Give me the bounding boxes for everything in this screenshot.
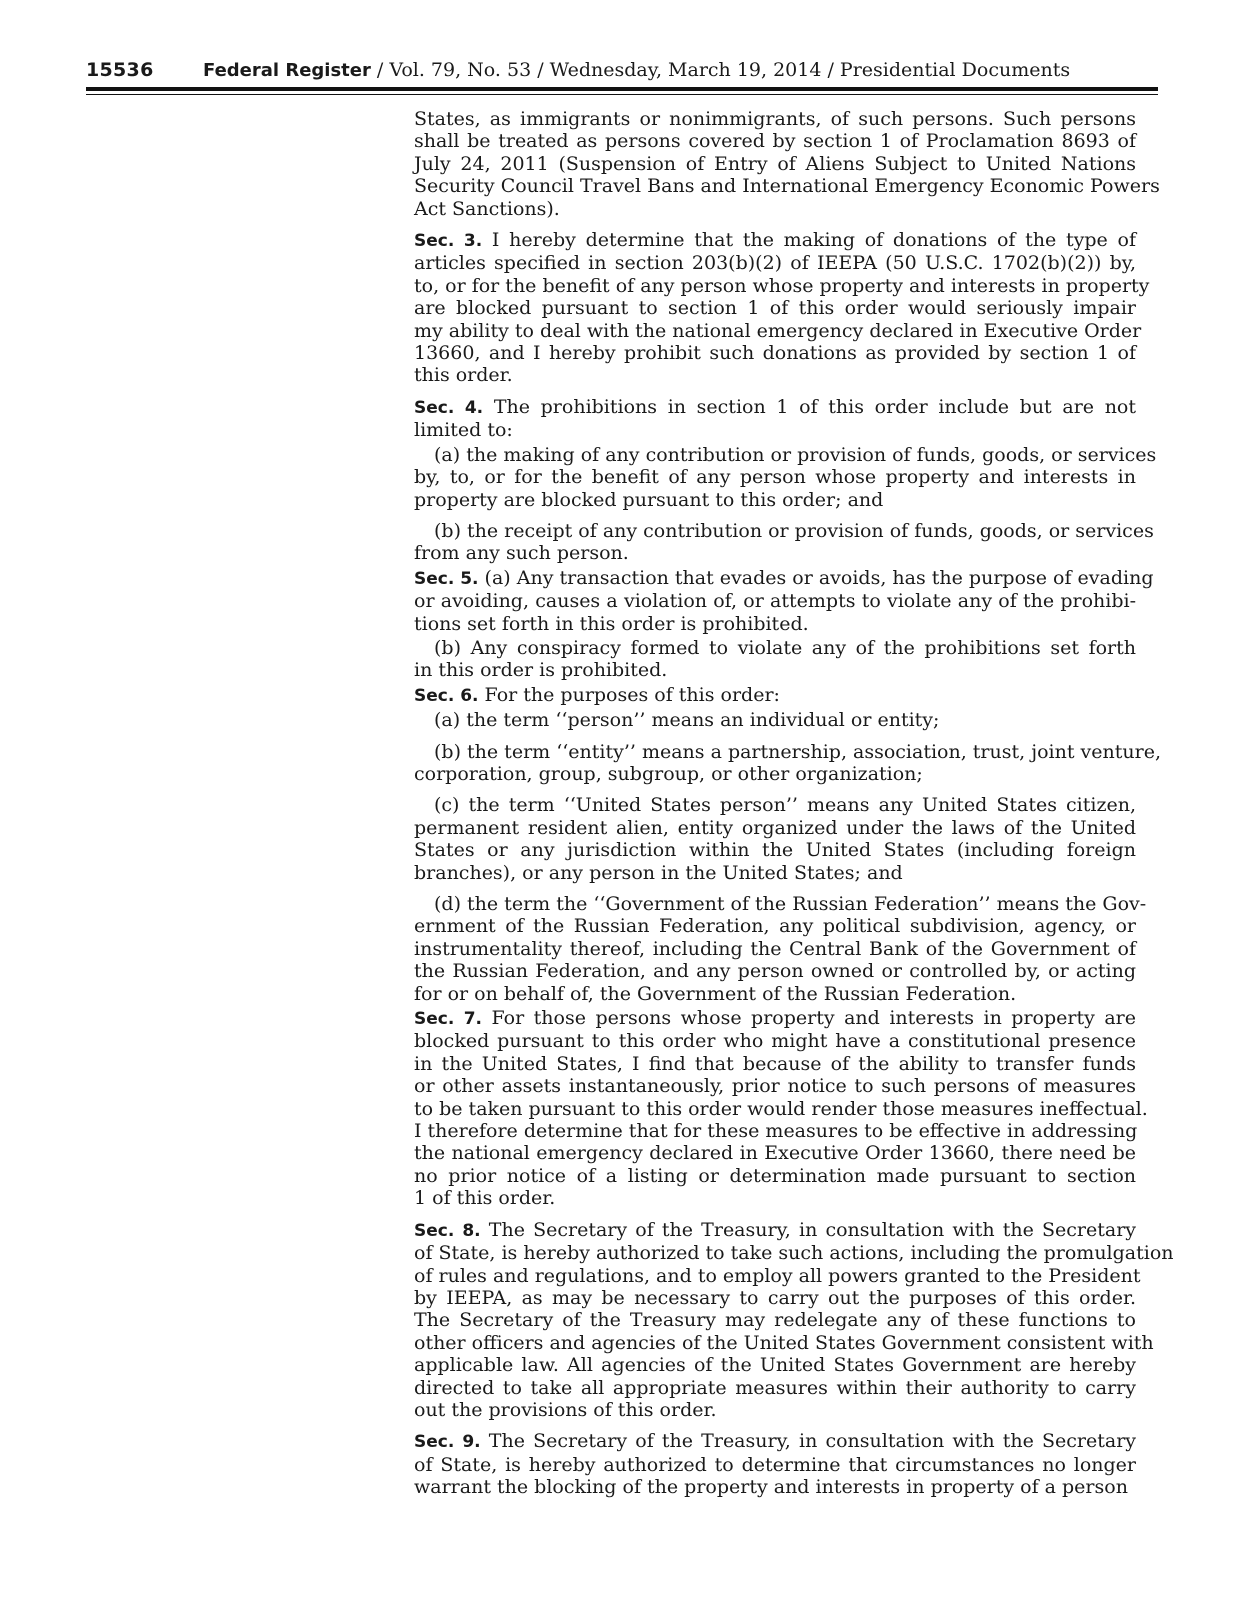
body-column: [414, 108, 1174, 1499]
section-label: Sec. 5.: [414, 568, 479, 589]
text-line: articles specified in section 203(b)(2) of IEEPA (50 U.S.C. 1702(b)(2)) by,: [414, 252, 1136, 275]
text-line: States, as immigrants or nonimmigrants, of such persons. Such persons: [414, 108, 1136, 130]
paragraph-p7: [414, 637, 1136, 682]
paragraph-gap: [414, 1210, 1136, 1219]
paragraph-p12: [414, 893, 1147, 1005]
header-rule-thin: [86, 94, 1158, 95]
section-label: Sec. 3.: [414, 231, 483, 252]
paragraph-p9: [414, 709, 1136, 731]
text-line: the Russian Federation, and any person owned or controlled by, or acting: [414, 960, 1136, 983]
running-header: [86, 56, 1158, 84]
text-line: of rules and regulations, and to employ all powers granted to the President: [414, 1264, 1141, 1287]
text-line: [414, 1430, 1136, 1453]
section-text: For those persons whose property and interests in property are: [481, 1007, 1137, 1030]
text-line: branches), or any person in the United States; and: [414, 861, 903, 884]
text-line: in this order is prohibited.: [414, 659, 668, 682]
section-label: Sec. 9.: [414, 1432, 481, 1453]
paragraph-p5: [414, 519, 1154, 565]
section-label: Sec. 7.: [414, 1009, 482, 1030]
section-text: The prohibitions in section 1 of this order include but are not: [483, 395, 1136, 418]
text-line: [414, 1219, 1136, 1242]
text-line: to, or for the benefit of any person whose property and interests in property: [414, 274, 1150, 297]
text-line: for or on behalf of, the Government of the Russian Federation.: [414, 982, 1017, 1005]
text-line: this order.: [414, 364, 513, 387]
paragraph-p3: [414, 396, 1136, 442]
text-line: corporation, group, subgroup, or other organization;: [414, 762, 923, 785]
paragraph-p1: [414, 108, 1160, 220]
section-text: The Secretary of the Treasury, in consultation with the Secretary: [480, 1218, 1137, 1241]
text-line: [414, 1007, 1136, 1030]
section-text: I hereby determine that the making of donations of the type of: [482, 229, 1136, 252]
issue-line: / Vol. 79, No. 53 / Wednesday, March 19, 2014 / Presidential Documents: [370, 59, 1071, 81]
text-line: (b) Any conspiracy formed to violate any of the prohibitions set forth: [434, 636, 1136, 659]
paragraph-p11: [414, 794, 1136, 884]
paragraph-p6: [414, 566, 1154, 635]
text-line: the national emergency declared in Executive Order 13660, there need be: [414, 1142, 1136, 1165]
text-line: or avoiding, causes a violation of, or attempts to violate any of the prohibi-: [414, 590, 1136, 613]
text-line: instrumentality thereof, including the Central Bank of the Government of: [414, 937, 1136, 960]
text-line: warrant the blocking of the property and interests in property of a person: [414, 1476, 1128, 1499]
text-line: (d) the term the ‘‘Government of the Russian Federation’’ means the Gov-: [434, 893, 1147, 915]
text-line: other officers and agencies of the United States Government consistent with: [414, 1331, 1154, 1354]
paragraph-gap: [414, 387, 1136, 396]
paragraph-gap: [414, 511, 1136, 520]
text-line: applicable law. All agencies of the United States Government are hereby: [414, 1354, 1136, 1377]
text-line: property are blocked pursuant to this order; and: [414, 488, 884, 511]
section-text: (a) Any transaction that evades or avoids, has the purpose of evading: [478, 566, 1154, 589]
text-line: or other assets instantaneously, prior notice to such persons of measures: [414, 1075, 1136, 1098]
text-line: (b) the receipt of any contribution or provision of funds, goods, or services: [434, 519, 1154, 542]
text-line: I therefore determine that for these measures to be effective in addressing: [414, 1120, 1138, 1143]
page-number: 15536: [86, 59, 154, 81]
text-line: in the United States, I find that because of the ability to transfer funds: [414, 1052, 1136, 1075]
text-line: limited to:: [414, 419, 513, 442]
paragraph-gap: [414, 732, 1136, 741]
paragraph-p2: [414, 229, 1150, 387]
text-line: (a) the making of any contribution or provision of funds, goods, or services: [434, 443, 1157, 466]
publication-title: Federal Register: [203, 60, 371, 81]
text-line: Act Sanctions).: [414, 197, 560, 220]
paragraph-p10: [414, 740, 1161, 786]
paragraph-p15: [414, 1430, 1136, 1498]
text-line: blocked pursuant to this order who might have a constitutional presence: [414, 1030, 1136, 1053]
paragraph-gap: [414, 884, 1136, 893]
text-line: (c) the term ‘‘United States person’’ means any United States citizen,: [434, 794, 1136, 817]
text-line: tions set forth in this order is prohibited.: [414, 612, 809, 635]
header-rule-thick: [86, 87, 1158, 91]
text-line: no prior notice of a listing or determination made pursuant to section: [414, 1164, 1136, 1187]
text-line: of State, is hereby authorized to take such actions, including the promulgation: [414, 1242, 1174, 1265]
text-line: 13660, and I hereby prohibit such donations as provided by section 1 of: [414, 342, 1136, 365]
text-line: (b) the term ‘‘entity’’ means a partnership, association, trust, joint venture,: [434, 740, 1161, 763]
paragraph-p4: [414, 443, 1157, 511]
paragraph-gap: [414, 1421, 1136, 1430]
text-line: permanent resident alien, entity organized under the laws of the United: [414, 816, 1136, 839]
text-line: States or any jurisdiction within the United States (including foreign: [414, 839, 1136, 862]
paragraph-gap: [414, 220, 1136, 229]
paragraph-p13: [414, 1007, 1148, 1210]
text-line: [414, 229, 1136, 252]
text-line: by IEEPA, as may be necessary to carry out the purposes of this order.: [414, 1286, 1136, 1309]
text-line: [414, 566, 1154, 590]
text-line: to be taken pursuant to this order would render those measures ineffectual.: [414, 1097, 1148, 1120]
section-text: For the purposes of this order:: [478, 683, 780, 706]
section-label: Sec. 4.: [414, 397, 484, 418]
text-line: July 24, 2011 (Suspension of Entry of Aliens Subject to United Nations: [414, 152, 1136, 175]
paragraph-p8: [414, 684, 1136, 707]
text-line: by, to, or for the benefit of any person whose property and interests in: [414, 466, 1136, 489]
paragraph-p14: [414, 1218, 1174, 1422]
text-line: from any such person.: [414, 542, 629, 565]
text-line: ernment of the Russian Federation, any political subdivision, agency, or: [414, 915, 1136, 938]
text-line: [414, 684, 1136, 707]
text-line: out the provisions of this order.: [414, 1398, 717, 1421]
text-line: shall be treated as persons covered by section 1 of Proclamation 8693 of: [414, 130, 1136, 153]
section-label: Sec. 8.: [414, 1220, 481, 1241]
section-text: The Secretary of the Treasury, in consultation with the Secretary: [480, 1430, 1137, 1453]
text-line: [414, 396, 1136, 419]
paragraph-gap: [414, 785, 1136, 794]
text-line: Security Council Travel Bans and International Emergency Economic Powers: [414, 175, 1160, 198]
text-line: (a) the term ‘‘person’’ means an individual or entity;: [434, 709, 940, 732]
text-line: of State, is hereby authorized to determine that circumstances no longer: [414, 1453, 1136, 1476]
text-line: are blocked pursuant to section 1 of this order would seriously impair: [414, 297, 1136, 320]
text-line: my ability to deal with the national emergency declared in Executive Order: [414, 319, 1142, 342]
section-label: Sec. 6.: [414, 685, 479, 706]
text-line: directed to take all appropriate measures within their authority to carry: [414, 1376, 1136, 1399]
text-line: The Secretary of the Treasury may redelegate any of these functions to: [414, 1309, 1136, 1332]
text-line: 1 of this order.: [414, 1187, 556, 1210]
